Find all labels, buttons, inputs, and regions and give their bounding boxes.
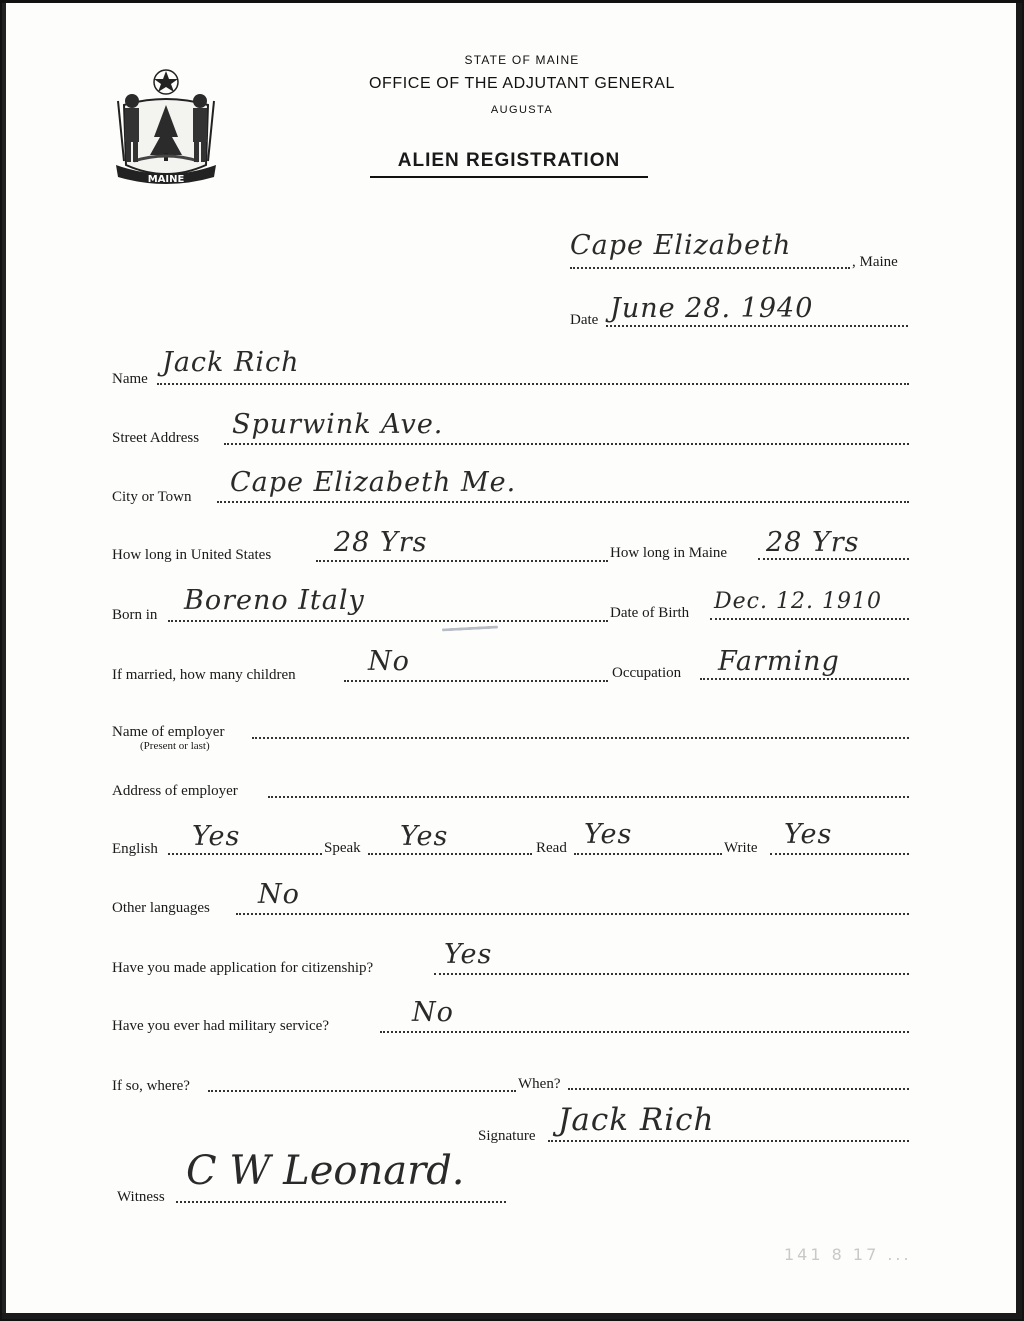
place-suffix: , Maine xyxy=(852,254,898,270)
other-languages-line xyxy=(236,913,909,915)
other-languages-value[interactable]: No xyxy=(258,879,300,910)
other-languages-label: Other languages xyxy=(112,900,210,916)
header-office: OFFICE OF THE ADJUTANT GENERAL xyxy=(368,75,676,92)
citizenship-line xyxy=(434,973,909,975)
when-line xyxy=(568,1088,909,1090)
street-label: Street Address xyxy=(112,430,200,446)
speak-line xyxy=(368,853,532,855)
write-label: Write xyxy=(724,840,758,856)
employer-address-label: Address of employer xyxy=(112,783,238,799)
read-line xyxy=(574,853,722,855)
military-label: Have you ever had military service? xyxy=(112,1018,329,1034)
signature-value[interactable]: Jack Rich xyxy=(558,1102,715,1138)
employer-label: Name of employer xyxy=(112,724,225,740)
english-label: English xyxy=(112,841,158,857)
city-line xyxy=(217,501,909,503)
date-line xyxy=(606,325,908,327)
scan-edge-left xyxy=(2,3,6,1319)
street-line xyxy=(224,443,909,445)
children-label: If married, how many children xyxy=(112,667,296,683)
dob-line xyxy=(710,618,909,620)
read-label: Read xyxy=(536,840,567,856)
occupation-label: Occupation xyxy=(612,665,682,681)
signature-label: Signature xyxy=(478,1128,536,1144)
us-years-label: How long in United States xyxy=(112,547,272,563)
where-line xyxy=(208,1090,516,1092)
employer-note: (Present or last) xyxy=(140,740,210,752)
us-years-value[interactable]: 28 Yrs xyxy=(334,527,428,558)
form-title: ALIEN REGISTRATION xyxy=(370,150,648,178)
signature-line xyxy=(548,1140,909,1142)
born-label: Born in xyxy=(112,607,158,623)
header-state: STATE OF MAINE xyxy=(464,53,580,67)
scan-edge-right xyxy=(1016,3,1022,1319)
read-value[interactable]: Yes xyxy=(584,819,633,850)
english-line xyxy=(168,853,322,855)
maine-years-value[interactable]: 28 Yrs xyxy=(766,527,860,558)
write-value[interactable]: Yes xyxy=(784,819,833,850)
speak-label: Speak xyxy=(324,840,361,856)
date-value[interactable]: June 28. 1940 xyxy=(610,293,814,324)
pencil-underline-mark xyxy=(442,626,498,632)
street-value[interactable]: Spurwink Ave. xyxy=(232,409,444,440)
seal-motto: MAINE xyxy=(147,174,185,185)
occupation-value[interactable]: Farming xyxy=(718,646,840,677)
write-line xyxy=(770,853,909,855)
employer-address-line xyxy=(268,796,909,798)
military-line xyxy=(380,1031,909,1033)
born-line xyxy=(168,620,608,622)
citizenship-value[interactable]: Yes xyxy=(444,939,493,970)
military-value[interactable]: No xyxy=(412,997,454,1028)
header-city: AUGUSTA xyxy=(490,104,554,116)
scan-edge-bottom xyxy=(2,1313,1022,1319)
name-value[interactable]: Jack Rich xyxy=(162,347,300,378)
us-years-line xyxy=(316,560,608,562)
maine-years-label: How long in Maine xyxy=(610,545,728,561)
place-value[interactable]: Cape Elizabeth xyxy=(570,230,792,261)
where-label: If so, where? xyxy=(112,1078,190,1094)
witness-label: Witness xyxy=(117,1189,165,1205)
name-line xyxy=(157,383,909,385)
children-value[interactable]: No xyxy=(368,646,410,677)
occupation-line xyxy=(700,678,909,680)
born-value[interactable]: Boreno Italy xyxy=(184,585,365,616)
name-label: Name xyxy=(112,371,148,387)
speak-value[interactable]: Yes xyxy=(400,821,449,852)
dob-value[interactable]: Dec. 12. 1910 xyxy=(714,589,882,614)
children-line xyxy=(344,680,608,682)
citizenship-label: Have you made application for citizenship? xyxy=(112,960,374,976)
witness-value[interactable]: C W Leonard. xyxy=(186,1148,465,1194)
english-value[interactable]: Yes xyxy=(192,821,241,852)
faint-stamp-number: 141 8 17 ... xyxy=(784,1245,912,1264)
date-label: Date xyxy=(570,312,599,328)
city-value[interactable]: Cape Elizabeth Me. xyxy=(230,467,517,498)
employer-line xyxy=(252,737,909,739)
dob-label: Date of Birth xyxy=(610,605,690,621)
maine-years-line xyxy=(758,558,909,560)
witness-line xyxy=(176,1201,506,1203)
place-line xyxy=(570,267,850,269)
city-label: City or Town xyxy=(112,489,192,505)
when-label: When? xyxy=(518,1076,561,1092)
